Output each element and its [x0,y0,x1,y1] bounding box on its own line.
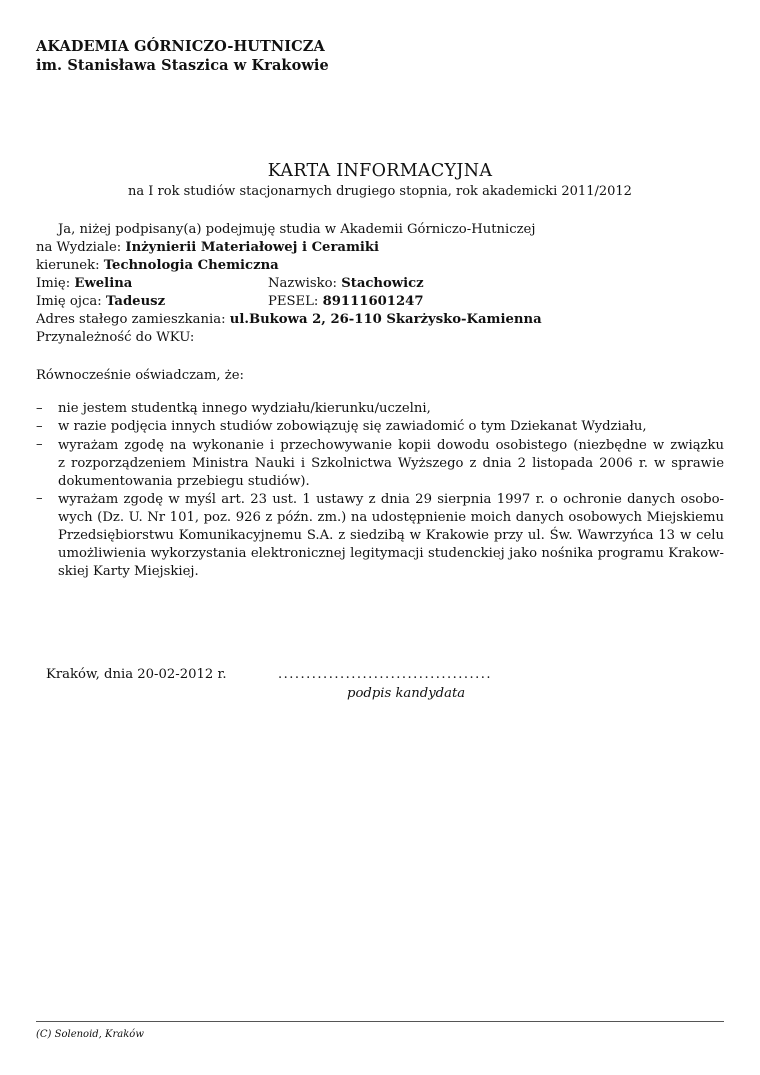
address-label: Adres stałego zamieszkania: [36,312,226,327]
list-bullet: – [36,419,43,434]
list-bullet: – [36,401,43,416]
declaration-item-4-line: Przedsiębiorstwu Komunikacyjnemu S.A. z siedzibą w Krakowie przy ul. Św. Wawrzyńca 13 w celu [58,528,724,543]
declaration-item-4-line: wych (Dz. U. Nr 101, poz. 926 z późn. zm.) na udostępnienie moich danych osobowych Miejskiemu [58,510,724,525]
intro-text: Ja, niżej podpisany(a) podejmuję studia w Akademii Górniczo-Hutniczej [58,222,536,237]
first-name-value: Ewelina [74,276,133,291]
document-subtitle: na I rok studiów stacjonarnych drugiego stopnia, rok akademicki 2011/2012 [128,184,632,199]
father-name-row [36,294,165,309]
declaration-item-3-line: wyrażam zgodę na wykonanie i przechowywanie kopii dowodu osobistego (niezbędne w związku [58,438,724,453]
institution-name: AKADEMIA GÓRNICZO-HUTNICZA [36,38,325,55]
declaration-item-1: nie jestem studentką innego wydziału/kierunku/uczelni, [58,401,431,416]
pesel-value: 89111601247 [322,294,424,309]
last-name-value: Stachowicz [341,276,424,291]
declaration-item-3-line: z rozporządzeniem Ministra Nauki i Szkolnictwa Wyższego z dnia 2 listopada 2006 r. w sprawie [58,456,724,471]
faculty-label: na Wydziale: [36,240,122,255]
faculty-row [36,240,379,255]
declaration-item-3 [58,437,724,491]
declaration-heading: Równocześnie oświadczam, że: [36,368,244,383]
signature-line: ...................................... [278,667,493,682]
father-name-label: Imię ojca: [36,294,102,309]
declaration-item-4 [58,491,724,581]
declaration-item-2: w razie podjęcia innych studiów zobowiązuję się zawiadomić o tym Dziekanat Wydziału, [58,419,647,434]
footer-text: (C) Solenoid, Kraków [36,1029,144,1040]
list-bullet: – [36,491,43,506]
faculty-value: Inżynierii Materiałowej i Ceramiki [125,240,380,255]
signature-caption: podpis kandydata [347,686,466,701]
first-name-row [36,276,132,291]
place-and-date: Kraków, dnia 20-02-2012 r. [46,667,227,682]
address-value: ul.Bukowa 2, 26-110 Skarżysko-Kamienna [229,312,542,327]
institution-subname: im. Stanisława Staszica w Krakowie [36,57,329,74]
major-label: kierunek: [36,258,100,273]
declaration-item-4-line: skiej Karty Miejskiej. [58,564,199,579]
wku-label: Przynależność do WKU: [36,330,195,345]
declaration-item-4-line: umożliwienia wykorzystania elektronicznej legitymacji studenckiej jako nośnika programu Krakow- [58,546,724,561]
major-row [36,258,279,273]
last-name-label: Nazwisko: [268,276,337,291]
declaration-item-3-line: dokumentowania przebiegu studiów). [58,474,310,489]
footer-divider [36,1021,724,1022]
father-name-value: Tadeusz [105,294,166,309]
major-value: Technologia Chemiczna [103,258,279,273]
declaration-item-4-line: wyrażam zgodę w myśl art. 23 ust. 1 ustawy z dnia 29 sierpnia 1997 r. o ochronie danych osobo- [58,492,724,507]
last-name-row [268,276,424,291]
pesel-label: PESEL: [268,294,319,309]
address-row [36,312,542,327]
list-bullet: – [36,437,43,452]
document-title: KARTA INFORMACYJNA [267,161,493,181]
pesel-row [268,294,424,309]
first-name-label: Imię: [36,276,71,291]
